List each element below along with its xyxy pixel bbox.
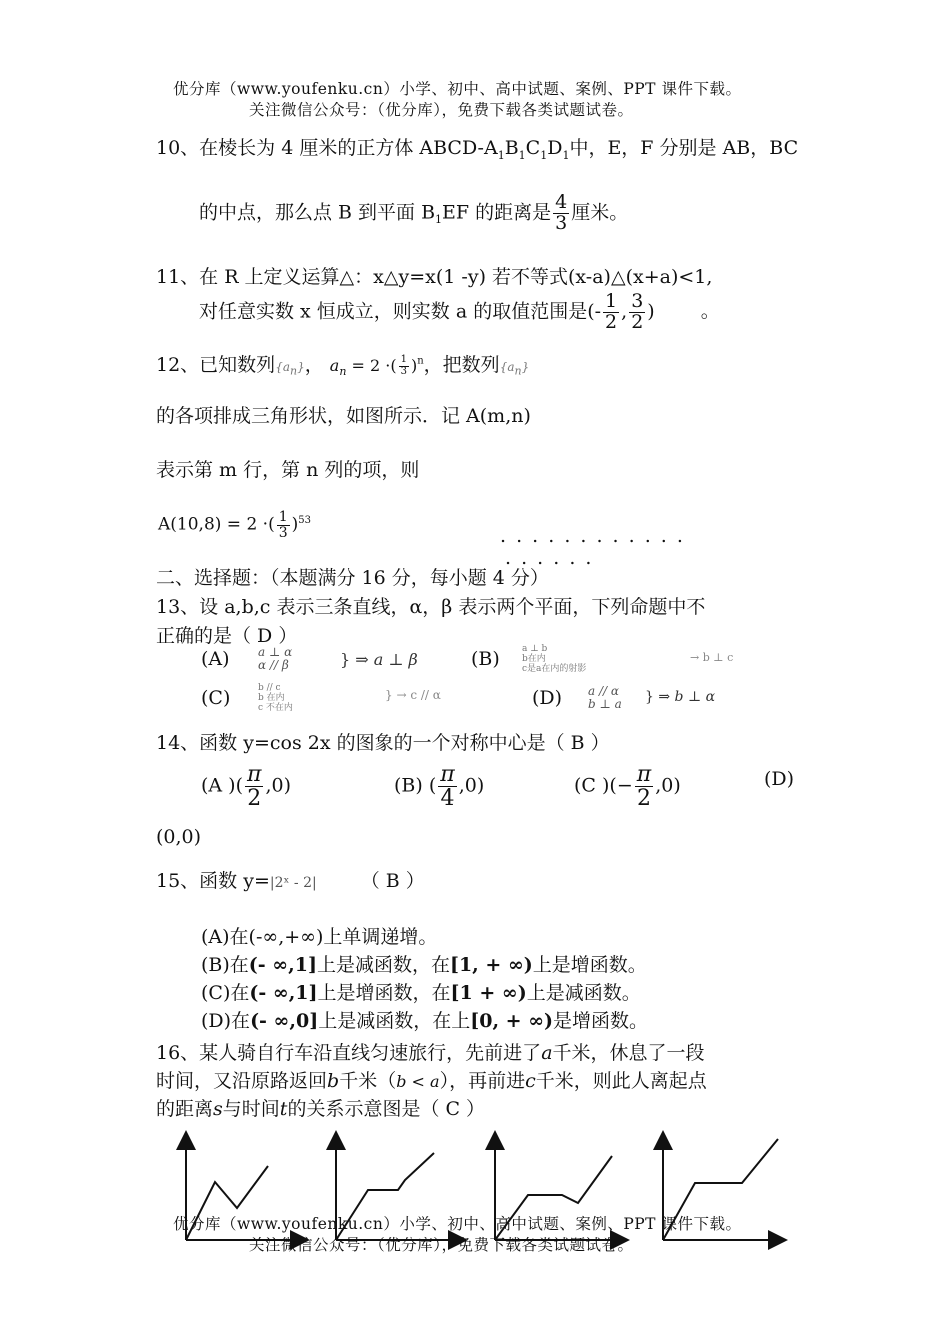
q16-line-1: 16、某人骑自行车沿直线匀速旅行，先前进了a千米，休息了一段	[156, 1042, 705, 1064]
q15-option-b: (B)在(- ∞,1]上是减函数，在[1, + ∞)上是增函数。	[201, 954, 647, 976]
q11-line-1: 11、在 R 上定义运算△：x△y=x(1 -y) 若不等式(x-a)△(x+a)<1,	[156, 266, 713, 288]
q15-line-1: 15、函数 y=|2ˣ - 2| （ B ）	[156, 870, 425, 892]
header-line-2: 关注微信公众号：（优分库），免费下载各类试题试卷。	[249, 101, 634, 119]
triangle-dots-row-1: . . . . . . . . . . . .	[500, 525, 685, 547]
section-2-title: 二、选择题：（本题满分 16 分，每小题 4 分）	[156, 567, 549, 589]
q13-option-b-expr: a ⊥ b b在内 c是a在内的射影	[522, 644, 587, 674]
q13-option-d-result: } ⇒ b ⊥ α	[645, 689, 716, 705]
q13-option-c-expr: b // c b 在内 c 不在内	[258, 683, 293, 713]
footer-line-2: 关注微信公众号：（优分库），免费下载各类试题试卷。	[249, 1236, 634, 1254]
q13-option-c-label: (C)	[201, 687, 231, 709]
q12-answer: A(10,8) = 2 ·( $\frac{1}{3}$ )$^{53}$	[158, 509, 311, 541]
q13-line-2: 正确的是（ D ）	[156, 625, 298, 647]
q13-option-a-label: (A)	[201, 648, 230, 670]
q13-option-b-result: → b ⊥ c	[690, 651, 734, 664]
q15-option-a: (A)在(-∞,+∞)上单调递增。	[201, 926, 438, 948]
q13-option-b-label: (B)	[471, 648, 500, 670]
q16-line-3: 的距离s与时间t的关系示意图是（ C ）	[156, 1098, 486, 1120]
q11-line-2: 对任意实数 x 恒成立，则实数 a 的取值范围是(- $\frac{1}{2}$ , $\frac{3}{2}$ ) 。	[199, 290, 720, 333]
q13-option-d-label: (D)	[532, 687, 563, 709]
q10-line-2: 的中点，那么点 B 到平面 $B_1EF$ 的距离是 $\frac{4}{3}$ 厘米。	[199, 191, 629, 234]
q15-option-d: (D)在(- ∞,0]上是减函数，在上[0, + ∞)是增函数。	[201, 1010, 649, 1032]
q14-option-d-value: (0,0)	[156, 826, 202, 848]
q10-line-1: 10、在棱长为 4 厘米的正方体 ABCD-$A_1B_1C_1D_1$中，E，F 分别是 AB，BC	[156, 137, 799, 162]
q14-option-c: (C )(− $\frac{\pi}{2}$ ,0)	[574, 762, 681, 812]
q12-line-2: 的各项排成三角形状，如图所示．记 A(m,n)	[156, 405, 531, 427]
q13-line-1: 13、设 a,b,c 表示三条直线，α，β 表示两个平面，下列命题中不	[156, 596, 706, 618]
header-line-1: 优分库（www.youfenku.cn）小学、初中、高中试题、案例、PPT 课件下载。	[173, 80, 742, 98]
triangle-dots-row-2: . . . . . .	[505, 547, 594, 569]
q12-line-1: 12、已知数列$\{a_n\}$， $a_n = 2$ ·( $\frac{1}{3}$ )$^n$，把数列$\{a_n\}$	[156, 354, 530, 379]
q13-option-a-expr: a ⊥ α α // β	[258, 645, 293, 672]
footer-line-1: 优分库（www.youfenku.cn）小学、初中、高中试题、案例、PPT 课件下载。	[173, 1215, 742, 1233]
q14-option-b: (B) ( $\frac{\pi}{4}$ ,0)	[394, 762, 485, 812]
q16-line-2: 时间，又沿原路返回b千米（b < a），再前进c千米，则此人离起点	[156, 1070, 707, 1092]
q14-option-d-label: (D)	[764, 768, 795, 790]
q13-option-d-expr: a // α b ⊥ a	[588, 684, 622, 711]
q10-fraction: $\frac{4}{3}$	[555, 191, 568, 234]
q12-line-3: 表示第 m 行，第 n 列的项，则	[156, 459, 420, 481]
q13-option-c-result: } → c // α	[385, 688, 441, 702]
q13-option-a-result: } ⇒ a ⊥ β	[340, 650, 418, 669]
q14-line-1: 14、函数 y=cos 2x 的图象的一个对称中心是（ B ）	[156, 732, 610, 754]
q15-option-c: (C)在(- ∞,1]上是增函数，在[1 + ∞)上是减函数。	[201, 982, 641, 1004]
q14-option-a: (A )( $\frac{\pi}{2}$ ,0)	[201, 762, 292, 812]
